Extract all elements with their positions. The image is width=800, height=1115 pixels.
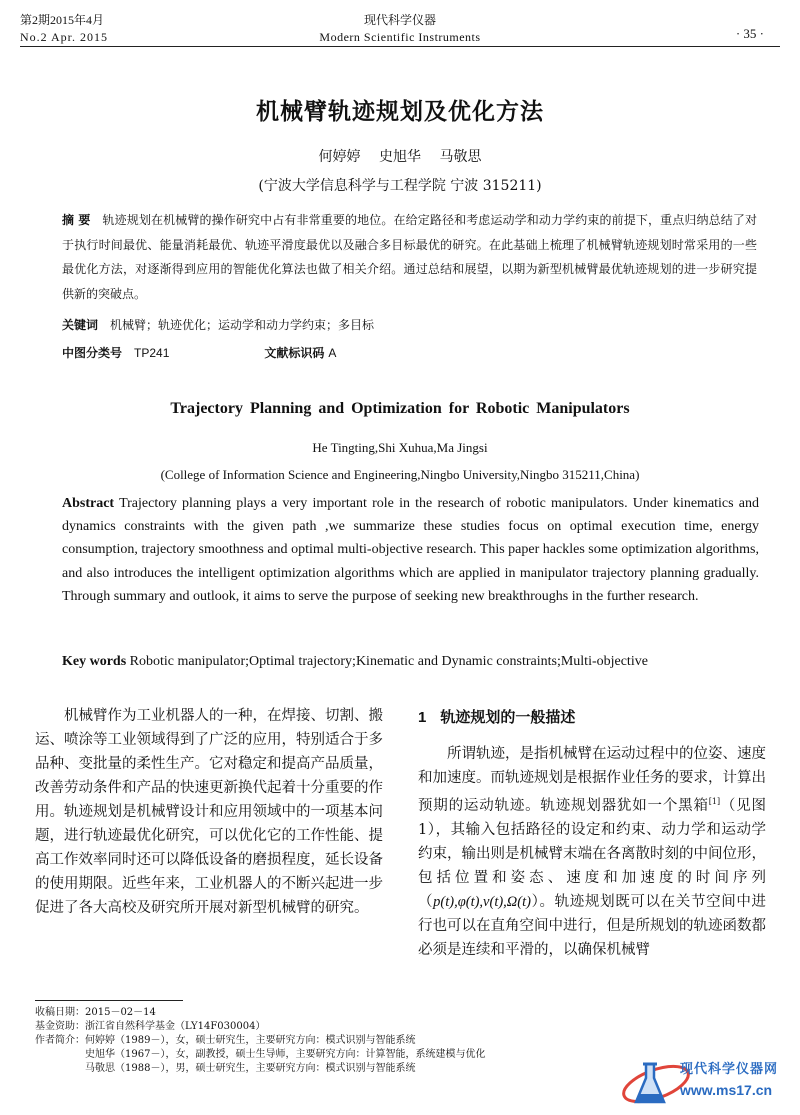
abstract-en-text: Trajectory planning plays a very important role in the research of robotic manipulators. Under kinematics and dynamics constraints with the given path ,we summarize these studies focus on optimal execution time, energy consumption, trajectory smoothness and optimal multi-objective research. This paper hackles some optimization algorithms, and also introduces the intelligent optimization algorithms which are applied in manipulator trajectory planning gradually. Through summary and outlook, it aims to serve the purpose of seeking new breakthroughs in the further research.	[62, 496, 760, 604]
footnote-author-1: 作者简介：何婷婷（1989－），女，硕士研究生，主要研究方向：模式识别与智能系统	[35, 1035, 416, 1046]
classification-label: 中图分类号	[62, 346, 123, 360]
issue-info	[20, 12, 108, 46]
abstract-cn	[62, 208, 757, 306]
footnotes	[35, 1006, 485, 1076]
abstract-en	[62, 492, 759, 608]
citation-ref: [1]	[708, 797, 721, 806]
footnote-funding: 基金资助：浙江省自然科学基金（LY14F030004）	[35, 1021, 266, 1032]
footnote-received: 收稿日期：2015－02－14	[35, 1007, 156, 1018]
section-text-2: （见图 1），其输入包括路径的设定和约束、动力学和运动学约束，输出则是机械臂末端在各离散时刻的中间位形，包括位置和姿态、速度和加速度的时间序列（	[418, 797, 767, 910]
watermark-url: www.ms17.cn	[680, 1082, 773, 1098]
journal-en: Modern Scientific Instruments	[319, 30, 481, 44]
authors-cn: 何婷婷 史旭华 马敬思	[318, 149, 482, 165]
doc-code-label: 文献标识码	[264, 346, 325, 360]
math-expression: p(t),φ(t),v(t),Ω(t)	[433, 893, 531, 910]
footnote-author-2: 史旭华（1967－），女，副教授，硕士生导师，主要研究方向：计算智能，系统建模与优化	[85, 1049, 486, 1060]
intro-paragraph: 机械臂作为工业机器人的一种，在焊接、切割、搬运、喷涂等工业领域得到了广泛的应用，特别适合于多品种、变批量的柔性生产。它对稳定和提高产品质量，改善劳动条件和产品的快速更新换代起着十分重要的作用。轨迹规划是机械臂设计和应用领域中的一项基本问题，进行轨迹最优化研究，可以优化它的工作性能、提高工作效率同时还可以降低设备的磨损程度，延长设备的使用期限。近些年来，工业机器人的不断兴起进一步促进了各大高校及研究所开展对新型机械臂的研究。	[35, 708, 383, 916]
watermark-title: 现代科学仪器网	[680, 1062, 779, 1077]
keywords-cn	[62, 316, 374, 333]
section-number: 1	[418, 709, 427, 726]
authors-en: He Tingting,Shi Xuhua,Ma Jingsi	[312, 440, 488, 455]
page-number: · 35 ·	[735, 26, 764, 41]
keywords-cn-label: 关键词	[62, 318, 99, 332]
keywords-en-label: Key words	[62, 654, 127, 669]
affiliation-cn: (宁波大学信息科学与工程学院 宁波 315211)	[258, 178, 542, 194]
doc-code-value: A	[328, 346, 337, 360]
section-text-3: ）。轨迹规划既可以在关节空间中进行也可以在直角空间中进行，但是所规划的轨迹函数都必须是连续和平滑的，以确保机械臂	[418, 893, 767, 958]
section-title: 轨迹规划的一般描述	[440, 708, 576, 726]
abstract-en-label: Abstract	[62, 496, 115, 511]
keywords-en-text: Robotic manipulator;Optimal trajectory;Kinematic and Dynamic constraints;Multi-objective	[129, 654, 648, 669]
keywords-cn-text: 机械臂；轨迹优化；运动学和动力学约束；多目标	[110, 318, 375, 332]
affiliation-en: (College of Information Science and Engineering,Ningbo University,Ningbo 315211,China)	[160, 467, 640, 482]
classification-line	[62, 344, 336, 361]
classification-value: TP241	[134, 346, 170, 360]
issue-cn: 第2期2015年4月	[20, 13, 105, 27]
abstract-cn-text: 轨迹规划在机械臂的操作研究中占有非常重要的地位。在给定路径和考虑运动学和动力学约束的前提下，重点归纳总结了对于执行时间最优、能量消耗最优、轨迹平滑度最优以及融合多目标最优的研究。在此基础上梳理了机械臂轨迹规划时常采用的一些最优化方法，对逐渐得到应用的智能优化算法也做了相关介绍。通过总结和展望，以期为新型机械臂最优轨迹规划的进一步研究提供新的突破点。	[62, 213, 757, 301]
paper-title-en: Trajectory Planning and Optimization for Robotic Manipulators	[170, 400, 630, 417]
footnote-rule	[35, 1000, 183, 1001]
section-paragraph	[418, 742, 766, 962]
abstract-cn-label: 摘 要	[62, 213, 91, 227]
paper-title-cn: 机械臂轨迹规划及优化方法	[256, 99, 544, 125]
section-text-1: 所谓轨迹，是指机械臂在运动过程中的位姿、速度和加速度。而轨迹规划是根据作业任务的要求，计算出预期的运动轨迹。轨迹规划器犹如一个黑箱	[418, 746, 766, 814]
issue-en: No.2 Apr. 2015	[20, 30, 109, 44]
journal-cn: 现代科学仪器	[363, 13, 436, 27]
section-heading	[418, 706, 575, 727]
keywords-en	[62, 654, 648, 670]
journal-name	[250, 12, 550, 46]
header-rule	[20, 46, 780, 47]
footnote-author-3: 马敬思（1988－），男，硕士研究生，主要研究方向：模式识别与智能系统	[85, 1063, 416, 1074]
